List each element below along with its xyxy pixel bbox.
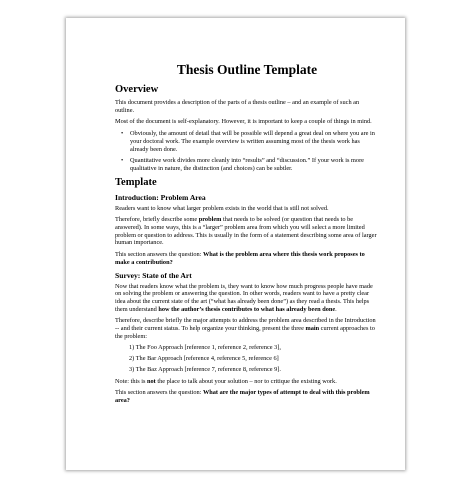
text-run: .: [335, 305, 337, 313]
bold-text: What are the major types of attempt to deal with this problem area?: [115, 389, 370, 404]
bold-text: how the author’s thesis contributes to what has already been done: [158, 305, 336, 313]
overview-bullet-list: [115, 130, 379, 173]
survey-paragraph-1: [115, 283, 379, 314]
text-run: Now that readers know what the problem is, they want to know how much progress people have made on solving the problem or answering the question. In other words, readers want to have a pretty clear idea about the current state of the art (“what has already been done”) as they read a thesis. This helps them understand: [115, 282, 373, 313]
survey-paragraph-3: [115, 389, 379, 404]
survey-note: [115, 378, 379, 386]
bold-text: problem: [198, 216, 222, 224]
introduction-paragraph-1: Readers want to know what larger problem exists in the world that is still not solved.: [115, 204, 329, 212]
introduction-paragraph-2: [115, 216, 379, 247]
text-run: Therefore, briefly describe some: [115, 216, 199, 224]
document-title: Thesis Outline Template: [176, 62, 318, 77]
bold-text: What is the problem area where this thesis work proposes to make a contribution?: [115, 251, 365, 266]
overview-heading: Overview: [115, 84, 159, 95]
overview-paragraph-1: This document provides a description of the parts of a thesis outline – and an example of such an outline.: [115, 99, 360, 114]
survey-heading: Survey: State of the Art: [115, 270, 192, 280]
survey-paragraph-2: [115, 317, 379, 340]
text-run: Therefore, describe briefly the major attempts to address the problem area described in the Introduction -- and their current status. To help organize your thinking, present the three: [115, 317, 376, 333]
overview-paragraph-2: Most of the document is self-explanatory. However, it is important to keep a couple of things in mind.: [115, 118, 372, 126]
introduction-heading: Introduction: Problem Area: [115, 192, 206, 202]
overview-bullet: • Obviously, the amount of detail that will be possible will depend a great deal on where you are in your doctoral work. The example overview is written assuming most of the thesis work has already been done.: [115, 130, 379, 153]
introduction-paragraph-3: [115, 251, 379, 266]
text-run: current approaches to the problem:: [115, 325, 375, 340]
bold-text: main: [305, 325, 320, 333]
text-run: the place to talk about your solution – nor to critique the existing work.: [155, 377, 337, 385]
template-heading: Template: [115, 176, 157, 188]
text-run: that needs to be solved (or question that needs to be answered). In some ways, this is a “larger” problem area from which you will select a more limited problem or question to address. This is usually in the form of a statement describing some area of larger human importance.: [115, 216, 377, 247]
bold-text: not: [147, 377, 156, 385]
overview-bullet: • Quantitative work divides more cleanly into “results” and “discussion.” If your work is more qualitative in nature, the distinction (and choices) can be subtler.: [115, 157, 379, 172]
approach-item: 1) The Foo Approach [reference 1, reference 2, reference 3],: [129, 344, 281, 352]
text-run: Note: this is: [115, 377, 148, 385]
text-run: This section answers the question:: [115, 389, 203, 397]
approaches-list: [115, 344, 379, 373]
document-page: [66, 18, 405, 470]
approach-item: 3) The Baz Approach [reference 7, reference 8, reference 9].: [129, 365, 281, 373]
text-run: This section answers the question:: [115, 251, 203, 259]
approach-item: 2) The Bar Approach [reference 4, reference 5, reference 6]: [129, 355, 279, 363]
